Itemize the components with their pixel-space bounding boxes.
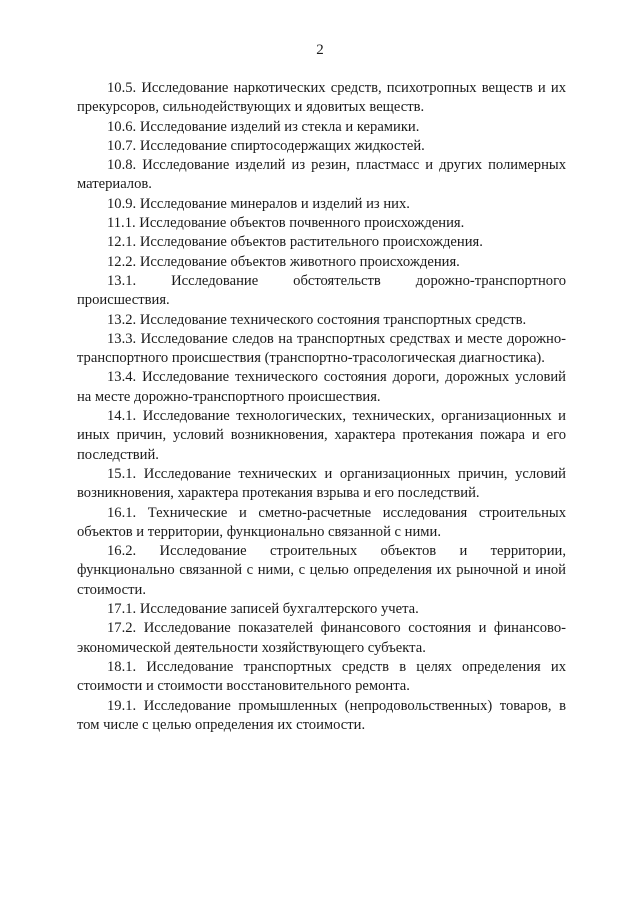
paragraph-15-1: 15.1. Исследование технических и организационных причин, условий возникновения, характера протекания взрыва и его последствий. [77, 465, 566, 502]
paragraph-10-9: 10.9. Исследование минералов и изделий из них. [107, 195, 410, 212]
document-body [77, 79, 566, 735]
page-number: 2 [316, 42, 324, 58]
paragraph-16-2: 16.2. Исследование строительных объектов и территории, функционально связанной с ними, с целью определения их рыночной и иной стоимости. [77, 543, 566, 598]
paragraph-11-1: 11.1. Исследование объектов почвенного происхождения. [107, 215, 465, 232]
paragraph-10-7: 10.7. Исследование спиртосодержащих жидкостей. [107, 137, 425, 154]
paragraph-18-1: 18.1. Исследование транспортных средств в целях определения их стоимости и стоимости восстановительного ремонта. [77, 658, 566, 695]
paragraph-14-1: 14.1. Исследование технологических, технических, организационных и иных причин, условий возникновения, характера протекания пожара и его последствий. [77, 408, 566, 463]
paragraph-13-4: 13.4. Исследование технического состояния дороги, дорожных условий на месте дорожно-транспортного происшествия. [77, 369, 566, 405]
paragraph-13-1: 13.1. Исследование обстоятельств дорожно-транспортного происшествия. [77, 272, 566, 309]
paragraph-13-2: 13.2. Исследование технического состояния транспортных средств. [107, 311, 527, 328]
paragraph-17-2: 17.2. Исследование показателей финансового состояния и финансово-экономической деятельности хозяйствующего субъекта. [77, 620, 566, 656]
paragraph-16-1: 16.1. Технические и сметно-расчетные исследования строительных объектов и территории, функционально связанной с ними. [77, 504, 566, 540]
paragraph-19-1: 19.1. Исследование промышленных (непродовольственных) товаров, в том числе с целью определения их стоимости. [77, 697, 566, 733]
paragraph-10-6: 10.6. Исследование изделий из стекла и керамики. [107, 118, 420, 135]
paragraph-13-3: 13.3. Исследование следов на транспортных средствах и месте дорожно-транспортного происшествия (транспортно-трасологическая диагностика). [77, 330, 566, 367]
paragraph-12-2: 12.2. Исследование объектов животного происхождения. [107, 253, 460, 270]
paragraph-12-1: 12.1. Исследование объектов растительного происхождения. [107, 234, 483, 251]
paragraph-10-5: 10.5. Исследование наркотических средств, психотропных веществ и их прекурсоров, сильнодействующих и ядовитых веществ. [77, 80, 566, 116]
paragraph-10-8: 10.8. Исследование изделий из резин, пластмасс и других полимерных материалов. [77, 157, 566, 193]
paragraph-17-1: 17.1. Исследование записей бухгалтерского учета. [107, 601, 419, 618]
